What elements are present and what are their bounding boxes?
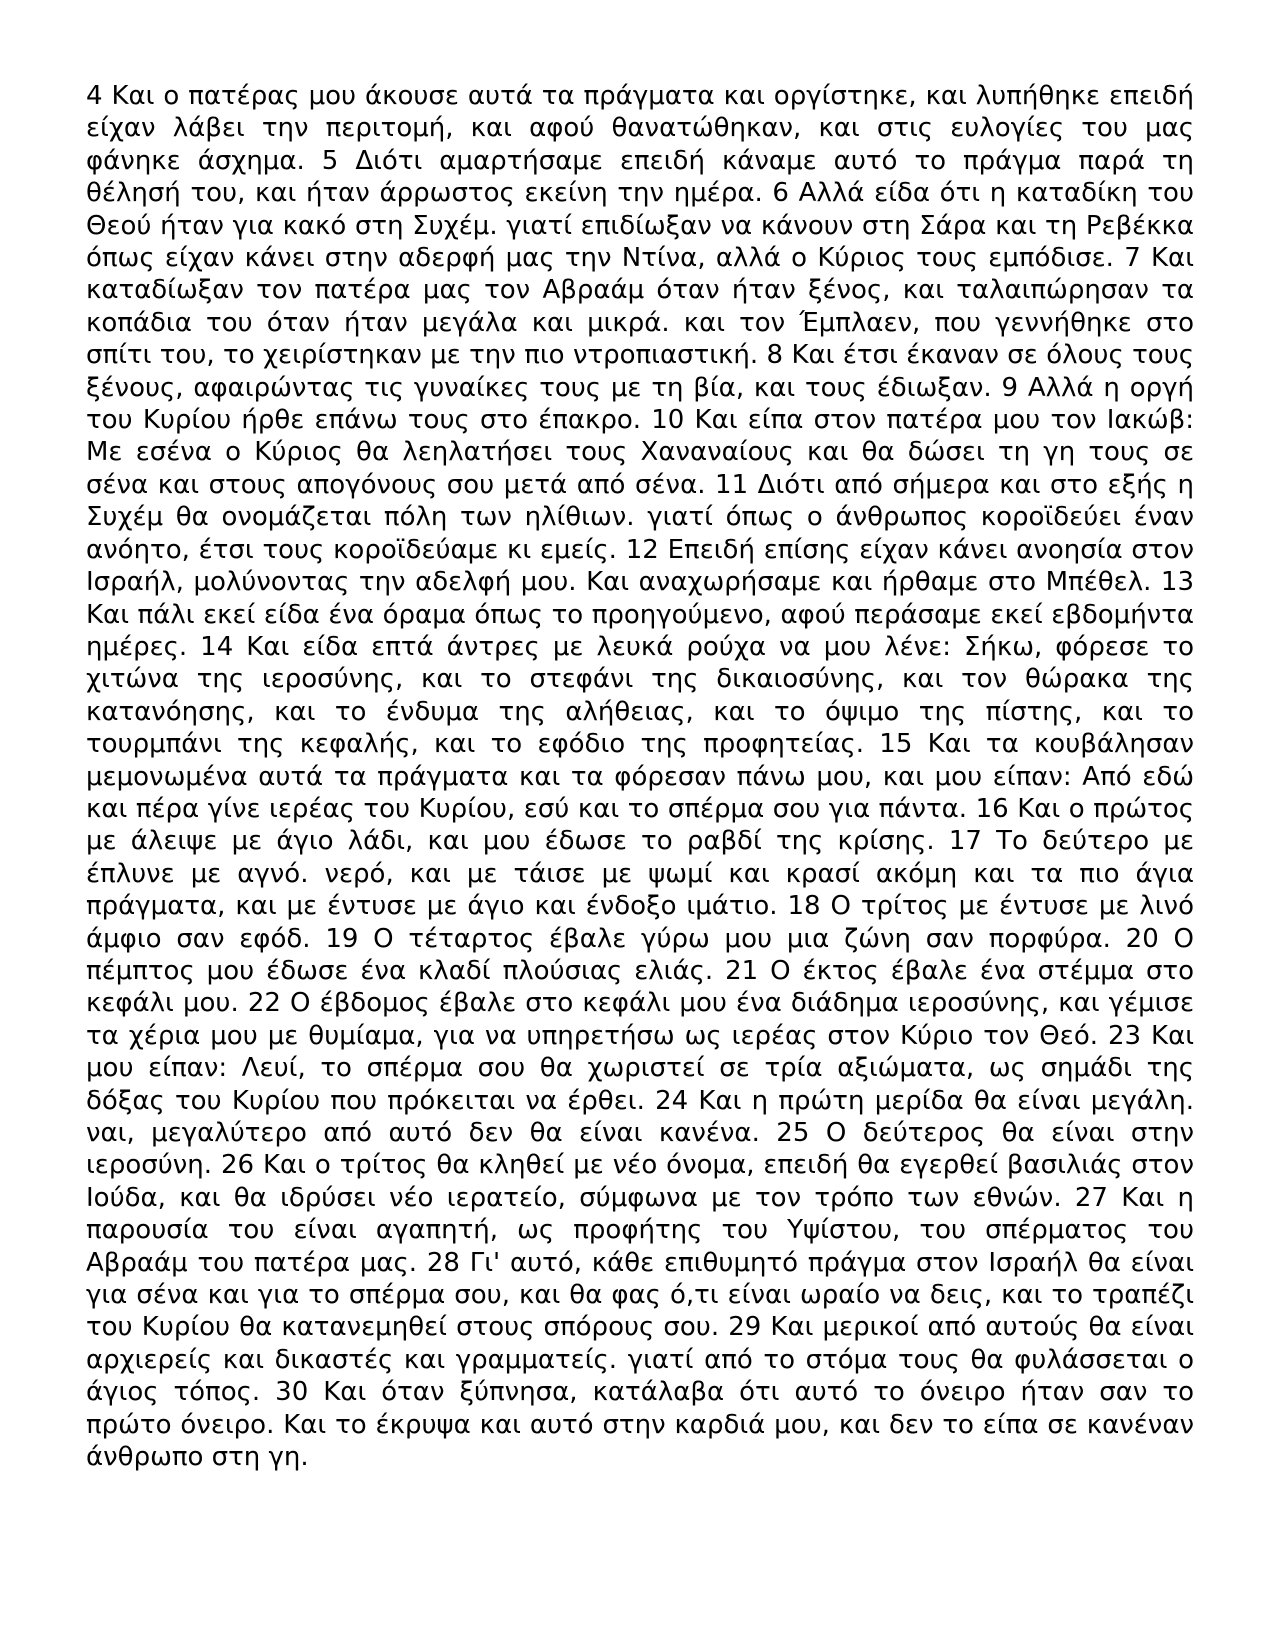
body-paragraph: 4 Και ο πατέρας μου άκουσε αυτά τα πράγματα και οργίστηκε, και λυπήθηκε επειδή είχαν λάβει την περιτομή, και αφού θανατώθηκαν, και στις ευλογίες του μας φάνηκε άσχημα. 5 Διότι αμαρτήσαμε επειδή κάναμε αυτό το πράγμα παρά τη θέλησή του, και ήταν άρρωστος εκείνη την ημέρα. 6 Αλλά είδα ότι η καταδίκη του Θεού ήταν για κακό στη Συχέμ. γιατί επιδίωξαν να κάνουν στη Σάρα και τη Ρεβέκκα όπως είχαν κάνει στην αδερφή μας την Ντίνα, αλλά ο Κύριος τους εμπόδισε. 7 Και καταδίωξαν τον πατέρα μας τον Αβραάμ όταν ήταν ξένος, και ταλαιπώρησαν τα κοπάδια του όταν ήταν μεγάλα και μικρά. και τον Έμπλαεν, που γεννήθηκε στο σπίτι του, το χειρίστηκαν με την πιο ντροπιαστική. 8 Και έτσι έκαναν σε όλους τους ξένους, αφαιρώντας τις γυναίκες τους με τη βία, και τους έδιωξαν. 9 Αλλά η οργή του Κυρίου ήρθε επάνω τους στο έπακρο. 10 Και είπα στον πατέρα μου τον Ιακώβ: Με εσένα ο Κύριος θα λεηλατήσει τους Χαναναίους και θα δώσει τη γη τους σε σένα και στους απογόνους σου μετά από σένα. 11 Διότι από σήμερα και στο εξής η Συχέμ θα ονομάζεται πόλη των ηλίθιων. γιατί όπως ο άνθρωπος κοροϊδεύει έναν ανόητο, έτσι τους κοροϊδεύαμε κι εμείς. 12 Επειδή επίσης είχαν κάνει ανοησία στον Ισραήλ, μολύνοντας την αδελφή μου. Και αναχωρήσαμε και ήρθαμε στο Μπέθελ. 13 Και πάλι εκεί είδα ένα όραμα όπως το προηγούμενο, αφού περάσαμε εκεί εβδομήντα ημέρες. 14 Και είδα επτά άντρες με λευκά ρούχα να μου λένε: Σήκω, φόρεσε το χιτώνα της ιεροσύνης, και το στεφάνι της δικαιοσύνης, και τον θώρακα της κατανόησης, και το ένδυμα της αλήθειας, και το όψιμο της πίστης, και το τουρμπάνι της κεφαλής, και το εφόδιο της προφητείας. 15 Και τα κουβάλησαν μεμονωμένα αυτά τα πράγματα και τα φόρεσαν πάνω μου, και μου είπαν: Από εδώ και πέρα γίνε ιερέας του Κυρίου, εσύ και το σπέρμα σου για πάντα. 16 Και ο πρώτος με άλειψε με άγιο λάδι, και μου έδωσε το ραβδί της κρίσης. 17 Το δεύτερο με έπλυνε με αγνό. νερό, και με τάισε με ψωμί και κρασί ακόμη και τα πιο άγια πράγματα, και με έντυσε με άγιο και ένδοξο ιμάτιο. 18 Ο τρίτος με έντυσε με λινό άμφιο σαν εφόδ. 19 Ο τέταρτος έβαλε γύρω μου μια ζώνη σαν πορφύρα. 20 Ο πέμπτος μου έδωσε ένα κλαδί πλούσιας ελιάς. 21 Ο έκτος έβαλε ένα στέμμα στο κεφάλι μου. 22 Ο έβδομος έβαλε στο κεφάλι μου ένα διάδημα ιεροσύνης, και γέμισε τα χέρια μου με θυμίαμα, για να υπηρετήσω ως ιερέας στον Κύριο τον Θεό. 23 Και μου είπαν: Λευί, το σπέρμα σου θα χωριστεί σε τρία αξιώματα, ως σημάδι της δόξας του Κυρίου που πρόκειται να έρθει. 24 Και η πρώτη μερίδα θα είναι μεγάλη. ναι, μεγαλύτερο από αυτό δεν θα είναι κανένα. 25 Ο δεύτερος θα είναι στην ιεροσύνη. 26 Και ο τρίτος θα κληθεί με νέο όνομα, επειδή θα εγερθεί βασιλιάς στον Ιούδα, και θα ιδρύσει νέο ιερατείο, σύμφωνα με τον τρόπο των εθνών. 27 Και η παρουσία του είναι αγαπητή, ως προφήτης του Υψίστου, του σπέρματος του Αβραάμ του πατέρα μας. 28 Γι' αυτό, κάθε επιθυμητό πράγμα στον Ισραήλ θα είναι για σένα και για το σπέρμα σου, και θα φας ό,τι είναι ωραίο να δεις, και το τραπέζι του Κυρίου θα κατανεμηθεί στους σπόρους σου. 29 Και μερικοί από αυτούς θα είναι αρχιερείς και δικαστές και γραμματείς. γιατί από το στόμα τους θα φυλάσσεται ο άγιος τόπος. 30 Και όταν ξύπνησα, κατάλαβα ότι αυτό το όνειρο ήταν σαν το πρώτο όνειρο. Και το έκρυψα και αυτό στην καρδιά μου, και δεν το είπα σε κανέναν άνθρωπο στη γη. (86, 81, 1194, 1473)
